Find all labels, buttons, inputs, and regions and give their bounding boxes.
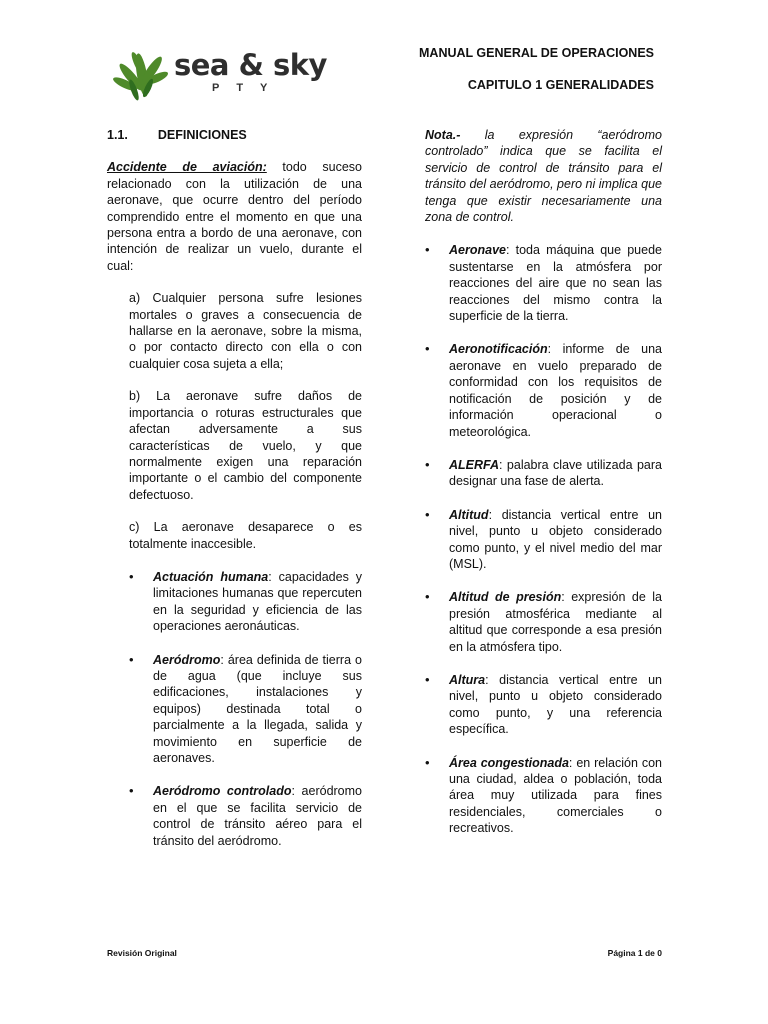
bullet-icon: • — [425, 589, 430, 605]
chapter-title: CAPITULO 1 GENERALIDADES — [467, 78, 654, 92]
condition-item: c) La aeronave desaparece o es totalmente inaccesible. — [129, 520, 362, 551]
bullet-icon: • — [425, 671, 430, 687]
definition-item — [425, 507, 662, 573]
definition-term: Aeronotificación — [449, 342, 548, 357]
definition-term: Altitud — [449, 507, 489, 522]
definition-text: : área definida de tierra o de agua (que incluye sus edificaciones, instalaciones y equipos) destinada total o parcialmente a la llegada, salida y movimiento en superficie de aeronaves. — [153, 652, 362, 765]
section-number: 1.1. — [107, 128, 128, 142]
definition-text: : distancia vertical entre un nivel, punto u objeto considerado como punto, y el nivel medio del mar (MSL). — [449, 507, 662, 571]
footer-revision: Revisión Original — [107, 948, 177, 958]
definition-text: : aeródromo en el que se facilita servicio de control de tránsito aéreo para el tránsito del aeródromo. — [153, 784, 362, 848]
definition-text: : expresión de la presión atmosférica mediante al altitud que corresponde a esa presión en la atmósfera tipo. — [449, 590, 662, 654]
note-paragraph — [425, 127, 662, 225]
palm-leaf-icon — [112, 44, 172, 106]
definition-item — [129, 652, 362, 767]
definition-text: : en relación con una ciudad, aldea o población, toda área muy utilizada para fines residenciales, comerciales o recreativos. — [449, 755, 662, 836]
definition-item — [425, 341, 662, 439]
definition-term: Aeronave — [449, 243, 506, 258]
definition-term: Aeródromo — [153, 652, 221, 667]
definition-item — [425, 755, 662, 837]
note-label: Nota.- — [425, 128, 461, 142]
section-heading — [107, 127, 362, 143]
definition-item — [129, 783, 362, 849]
accident-text: todo suceso relacionado con la utilización de una aeronave, que ocurre dentro del período comprendido entre el momento en que una persona entra a bordo de una aeronave, con intención de realizar un vuelo, durante el cual: — [107, 160, 362, 273]
condition-item: a) Cualquier persona sufre lesiones mortales o graves a consecuencia de hallarse en la aeronave, sobre la misma, o por contacto directo con ella o con cualquier cosa sujeta a ella; — [129, 291, 362, 371]
accident-conditions — [107, 290, 362, 552]
definition-text: : informe de una aeronave en vuelo preparado de conformidad con los requisitos de notificación de posición y de información operacional o meteorológica. — [449, 342, 662, 439]
bullet-icon: • — [425, 341, 430, 357]
definition-term: Actuación humana — [153, 569, 269, 584]
right-column — [425, 127, 662, 837]
definition-text: : capacidades y limitaciones humanas que repercuten en la seguridad y eficiencia de las operaciones aeronáuticas. — [153, 569, 362, 634]
definition-term: Área congestionada — [449, 755, 569, 770]
bullet-icon: • — [129, 651, 134, 667]
definition-term: ALERFA — [449, 457, 499, 472]
manual-title: MANUAL GENERAL DE OPERACIONES — [419, 46, 654, 60]
note-text: la expresión “aeródromo controlado” indica que se facilita el servicio de control de tránsito para el tránsito del aeródromo, pero ni implica que tenga que existir necesariamente una zona de control. — [425, 128, 662, 225]
bullet-icon: • — [129, 568, 134, 584]
accident-term: Accidente de aviación: — [107, 160, 267, 175]
section-title: DEFINICIONES — [157, 128, 247, 142]
logo-wordmark: sea & sky — [174, 48, 327, 82]
condition-item: b) La aeronave sufre daños de importancia o roturas estructurales que afectan adversamente a sus características de vuelo, y que normalmente exigen una reparación importante o el cambio del componente defectuoso. — [129, 389, 362, 502]
definition-term: Altura — [449, 672, 486, 687]
bullet-icon: • — [425, 456, 430, 472]
bullet-icon: • — [425, 242, 430, 258]
logo-subtitle: PTY — [212, 82, 285, 94]
definition-item — [129, 569, 362, 635]
footer-page-number: Página 1 de 0 — [607, 948, 662, 958]
accident-definition — [107, 159, 362, 274]
definition-text: : distancia vertical entre un nivel, punto u objeto considerado como punto, y una referencia específica. — [449, 672, 662, 737]
bullet-icon: • — [425, 506, 430, 522]
definition-text: : palabra clave utilizada para designar una fase de alerta. — [449, 457, 662, 489]
definition-item — [425, 242, 662, 324]
definition-text: : toda máquina que puede sustentarse en la atmósfera por reacciones del aire que no sean las reacciones del mismo contra la superficie de la tierra. — [449, 243, 662, 324]
company-logo — [112, 44, 327, 106]
definition-term: Aeródromo controlado — [153, 784, 292, 799]
definition-item — [425, 672, 662, 738]
definition-term: Altitud de presión — [449, 590, 562, 605]
definition-item — [425, 589, 662, 655]
bullet-icon: • — [129, 783, 134, 799]
definition-item — [425, 457, 662, 490]
left-column — [107, 127, 362, 849]
bullet-icon: • — [425, 754, 430, 770]
